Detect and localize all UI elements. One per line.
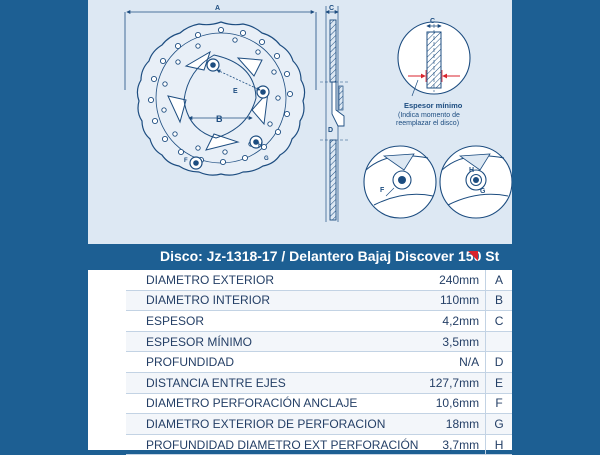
disc-side-section <box>320 5 350 222</box>
detail-anchor-hole <box>364 146 436 218</box>
spec-code: D <box>486 352 512 373</box>
spec-row <box>126 331 512 352</box>
dimension-label-d: D <box>328 127 334 134</box>
disc-front-view <box>137 22 304 175</box>
spec-value: N/A <box>418 352 485 373</box>
spec-value: 240mm <box>418 270 485 290</box>
disc-drawing-svg <box>88 0 512 244</box>
spec-code: G <box>486 414 512 435</box>
spec-value: 127,7mm <box>418 372 485 393</box>
spec-code: C <box>486 311 512 332</box>
spec-row <box>126 290 512 311</box>
product-panel <box>88 0 512 450</box>
spec-row <box>126 352 512 373</box>
dimension-label-h-small: H <box>258 143 263 149</box>
spec-code: B <box>486 290 512 311</box>
detail-label-c: C <box>430 18 436 25</box>
min-thickness-title: Espesor mínimo <box>404 101 463 110</box>
spec-row <box>126 414 512 435</box>
spec-label: DIAMETRO EXTERIOR <box>126 270 418 290</box>
spec-row <box>126 270 512 290</box>
min-thickness-note-line2: reemplazar el disco) <box>396 120 460 127</box>
spec-value: 110mm <box>418 290 485 311</box>
spec-label: PROFUNDIDAD DIAMETRO EXT PERFORACIÓN <box>126 434 418 455</box>
min-thickness-note-line1: (Indica momento de <box>398 112 460 119</box>
spec-row <box>126 372 512 393</box>
spec-row <box>126 434 512 455</box>
dimension-label-c: C <box>329 5 335 12</box>
spec-label: DIAMETRO INTERIOR <box>126 290 418 311</box>
spec-label: PROFUNDIDAD <box>126 352 418 373</box>
spec-row <box>126 311 512 332</box>
dimension-label-g-small: G <box>264 156 269 162</box>
dimension-label-f-small: F <box>184 158 188 164</box>
spec-code <box>486 331 512 352</box>
spec-row <box>126 393 512 414</box>
dimension-label-e: E <box>233 88 238 95</box>
detail-label-h: H <box>469 167 475 174</box>
technical-drawing <box>88 0 512 244</box>
title-accent-corner <box>468 251 478 261</box>
spec-label: ESPESOR <box>126 311 418 332</box>
spec-code: F <box>486 393 512 414</box>
dimension-label-b: B <box>216 114 223 124</box>
spec-value: 18mm <box>418 414 485 435</box>
spec-value: 10,6mm <box>418 393 485 414</box>
spec-code: A <box>486 270 512 290</box>
spec-code: E <box>486 372 512 393</box>
spec-code: H <box>486 434 512 455</box>
detail-counterbore <box>440 146 512 218</box>
product-title: Disco: Jz-1318-17 / Delantero Bajaj Discover 150 St <box>160 248 500 264</box>
detail-min-thickness <box>396 18 470 127</box>
spec-table <box>126 270 512 455</box>
dimension-label-a: A <box>215 5 221 12</box>
spec-label: DIAMETRO PERFORACIÓN ANCLAJE <box>126 393 418 414</box>
spec-value: 4,2mm <box>418 311 485 332</box>
spec-label: DIAMETRO EXTERIOR DE PERFORACION <box>126 414 418 435</box>
spec-value: 3,7mm <box>418 434 485 455</box>
spec-label: ESPESOR MÍNIMO <box>126 331 418 352</box>
product-title-bar <box>88 244 512 270</box>
detail-label-g: G <box>480 188 486 195</box>
spec-value: 3,5mm <box>418 331 485 352</box>
detail-label-f: F <box>380 187 385 194</box>
spec-label: DISTANCIA ENTRE EJES <box>126 372 418 393</box>
